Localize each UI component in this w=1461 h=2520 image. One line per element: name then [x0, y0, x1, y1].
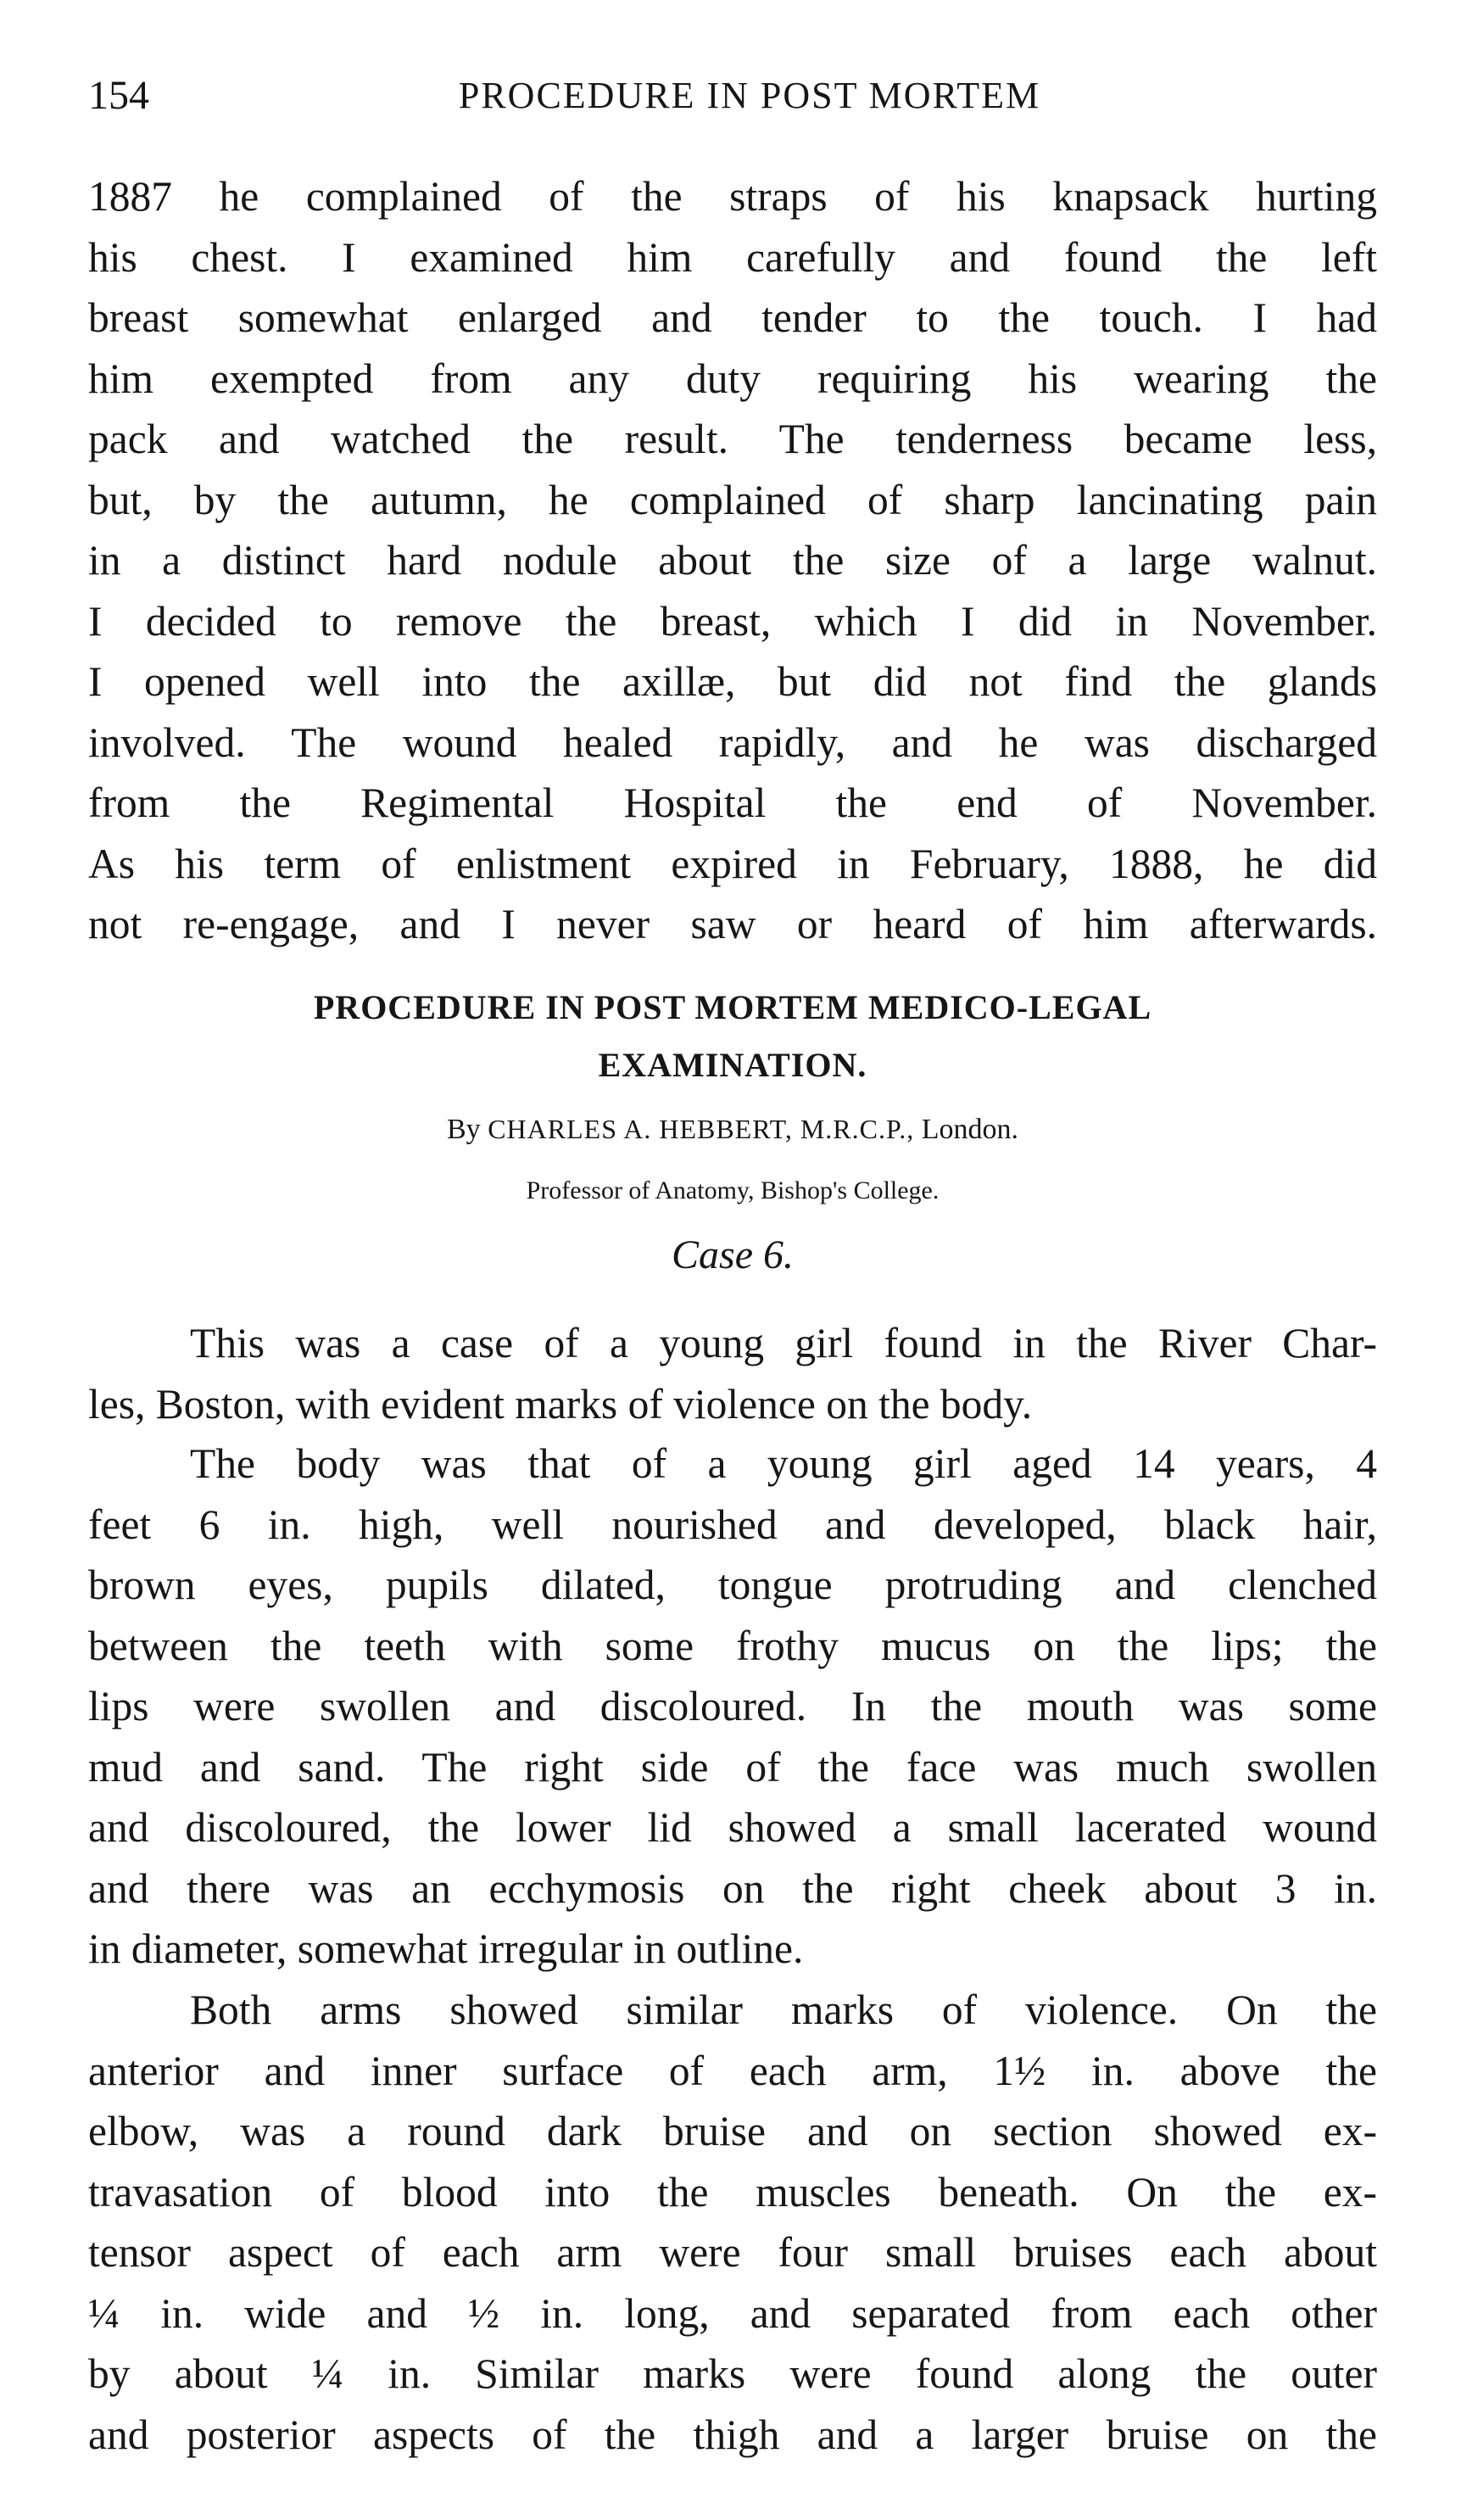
paragraph — [88, 1433, 1377, 1980]
text-line: This was a case of a young girl found in the River Char- — [190, 1320, 1377, 1366]
author-name: CHARLES A. HEBBERT, M.R.C.P., — [488, 1114, 915, 1144]
paragraph — [88, 1980, 1377, 2465]
text-line: breast somewhat enlarged and tender to the touch. I had — [88, 294, 1377, 341]
continued-paragraph — [88, 166, 1377, 955]
text-line: lips were swollen and discoloured. In the mouth was some — [88, 1683, 1377, 1729]
text-line: and posterior aspects of the thigh and a larger bruise on the — [88, 2411, 1377, 2458]
text-line: As his term of enlistment expired in February, 1888, he did — [88, 840, 1377, 887]
byline-prefix: By — [447, 1114, 481, 1145]
text-line: his chest. I examined him carefully and found the left — [88, 233, 1377, 281]
text-line: I opened well into the axillæ, but did not find the glands — [88, 658, 1377, 705]
text-line: from the Regimental Hospital the end of November. — [88, 779, 1377, 826]
text-line: and there was an ecchymosis on the right cheek about 3 in. — [88, 1864, 1377, 1912]
text-line: 1887 he complained of the straps of his knapsack hurting — [88, 173, 1377, 220]
text-line: between the teeth with some frothy mucus on the lips; the — [88, 1622, 1377, 1669]
text-line: brown eyes, pupils dilated, tongue protruding and clenched — [88, 1562, 1377, 1608]
text-line: travasation of blood into the muscles beneath. On the ex- — [88, 2168, 1377, 2215]
text-line: and discoloured, the lower lid showed a small lacerated wound — [88, 1804, 1377, 1851]
text-line: feet 6 in. high, well nourished and developed, black hair, — [88, 1500, 1377, 1548]
article-heading: PROCEDURE IN POST MORTEM MEDICO-LEGAL — [313, 988, 1152, 1026]
text-line: but, by the autumn, he complained of sharp lancinating pain — [88, 476, 1377, 523]
author-location: London. — [921, 1114, 1018, 1145]
text-line: mud and sand. The right side of the face was much swollen — [88, 1743, 1377, 1791]
text-line: ¼ in. wide and ½ in. long, and separated from each other — [88, 2289, 1377, 2337]
text-line: pack and watched the result. The tenderness became less, — [88, 416, 1377, 462]
text-line: les, Boston, with evident marks of violence on the body. — [88, 1380, 1033, 1428]
text-line: elbow, was a round dark bruise and on section showed ex- — [88, 2108, 1377, 2154]
text-line: not re-engage, and I never saw or heard of him afterwards. — [88, 901, 1377, 947]
text-line: in a distinct hard nodule about the size of a large walnut. — [88, 537, 1377, 584]
running-title: PROCEDURE IN POST MORTEM — [458, 75, 1041, 116]
text-line: I decided to remove the breast, which I did in November. — [88, 597, 1377, 645]
text-line: The body was that of a young girl aged 14 years, 4 — [190, 1440, 1377, 1487]
text-line: in diameter, somewhat irregular in outline. — [88, 1925, 804, 1972]
running-head — [88, 66, 1377, 126]
byline — [88, 1104, 1377, 1154]
text-line: him exempted from any duty requiring his wearing the — [88, 355, 1377, 402]
page-number: 154 — [88, 73, 149, 118]
case-title: Case 6. — [672, 1232, 794, 1277]
paragraph — [88, 1313, 1377, 1434]
text-line: Both arms showed similar marks of violence. On the — [190, 1986, 1377, 2033]
text-line: anterior and inner surface of each arm, 1½ in. above the — [88, 2047, 1377, 2094]
text-line: involved. The wound healed rapidly, and he was discharged — [88, 718, 1377, 766]
text-line: by about ¼ in. Similar marks were found along the outer — [88, 2350, 1377, 2397]
text-line: tensor aspect of each arm were four small bruises each about — [88, 2229, 1377, 2276]
article-heading-continued: EXAMINATION. — [598, 1046, 867, 1084]
author-affiliation: Professor of Anatomy, Bishop's College. — [526, 1176, 940, 1204]
